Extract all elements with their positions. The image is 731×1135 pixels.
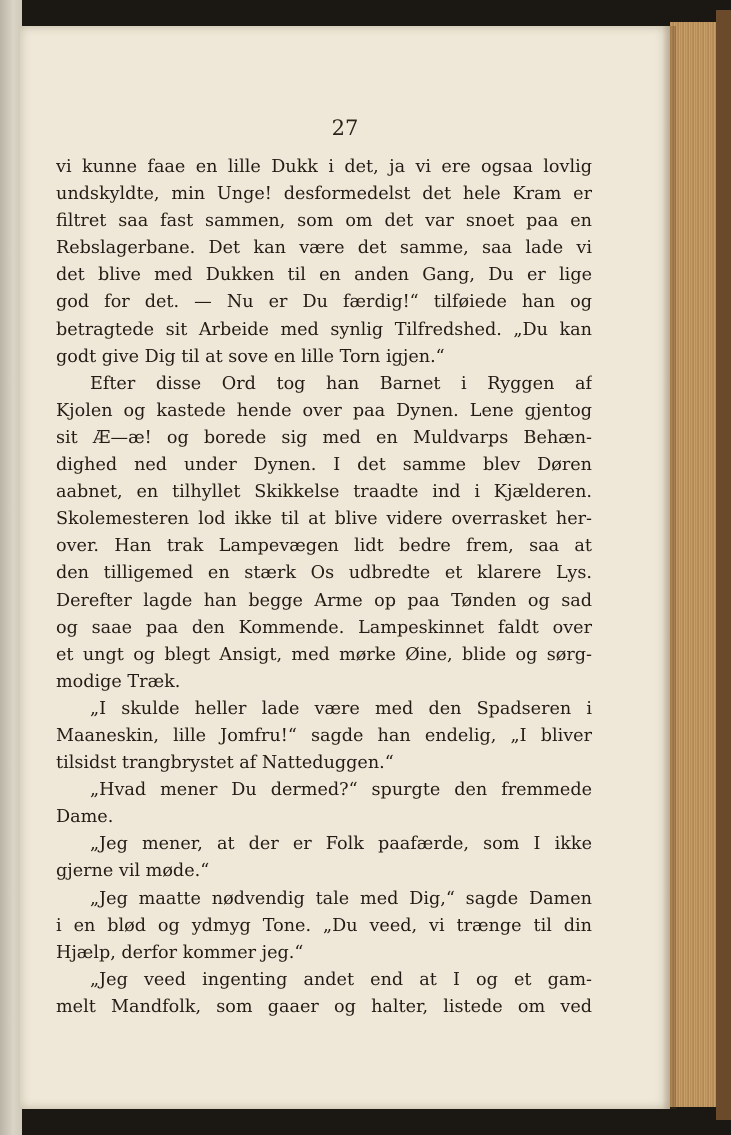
text-line: sit Æ—æ! og borede sig med en Muldvarps Behæn- bbox=[56, 427, 592, 448]
text-line: „Jeg mener, at der er Folk paafærde, som I ikke bbox=[90, 834, 592, 855]
book-binding bbox=[716, 10, 731, 1120]
body-text bbox=[56, 154, 592, 1021]
book-page bbox=[20, 26, 670, 1109]
text-line: betragtede sit Arbeide med synlig Tilfredshed. „Du kan bbox=[56, 319, 592, 340]
facing-page-edge bbox=[0, 0, 22, 1135]
text-line: den tilligemed en stærk Os udbredte et klarere Lys. bbox=[56, 563, 592, 584]
text-line: tilsidst trangbrystet af Natteduggen.“ bbox=[56, 753, 394, 774]
page-gutter-shadow bbox=[662, 26, 676, 1109]
text-line: undskyldte, min Unge! desformedelst det hele Kram er bbox=[56, 184, 592, 205]
text-line: et ungt og blegt Ansigt, med mørke Øine, blide og sørg- bbox=[56, 644, 592, 665]
text-line: melt Mandfolk, som gaaer og halter, listede om ved bbox=[56, 996, 592, 1017]
text-line: „Jeg veed ingenting andet end at I og et gam- bbox=[90, 969, 592, 990]
text-line: det blive med Dukken til en anden Gang, Du er lige bbox=[56, 265, 592, 286]
text-line: „I skulde heller lade være med den Spadseren i bbox=[90, 698, 592, 719]
text-line: god for det. — Nu er Du færdig!“ tilføiede han og bbox=[56, 292, 592, 313]
text-line: Efter disse Ord tog han Barnet i Ryggen af bbox=[90, 373, 592, 394]
text-line: „Hvad mener Du dermed?“ spurgte den fremmede bbox=[90, 780, 592, 801]
text-line: Dame. bbox=[56, 807, 114, 828]
text-line: Hjælp, derfor kommer jeg.“ bbox=[56, 942, 304, 963]
text-line: gjerne vil møde.“ bbox=[56, 861, 210, 882]
text-line: dighed ned under Dynen. I det samme blev Døren bbox=[56, 455, 592, 476]
text-line: godt give Dig til at sove en lille Torn igjen.“ bbox=[56, 346, 445, 367]
text-line: modige Træk. bbox=[56, 671, 181, 692]
text-line: Rebslagerbane. Det kan være det samme, saa lade vi bbox=[56, 238, 592, 259]
text-line: filtret saa fast sammen, som om det var snoet paa en bbox=[56, 211, 592, 232]
page-block-edge bbox=[670, 22, 716, 1107]
text-line: og saae paa den Kommende. Lampeskinnet faldt over bbox=[56, 617, 592, 638]
text-line: Skolemesteren lod ikke til at blive videre overrasket her- bbox=[56, 509, 592, 530]
page-number: 27 bbox=[331, 116, 359, 140]
text-line: vi kunne faae en lille Dukk i det, ja vi ere ogsaa lovlig bbox=[56, 157, 592, 177]
text-line: Derefter lagde han begge Arme op paa Tønden og sad bbox=[56, 590, 592, 611]
text-line: Maaneskin, lille Jomfru!“ sagde han endelig, „I bliver bbox=[56, 725, 592, 746]
text-line: „Jeg maatte nødvendig tale med Dig,“ sagde Damen bbox=[90, 888, 592, 909]
text-line: Kjolen og kastede hende over paa Dynen. Lene gjentog bbox=[56, 400, 592, 421]
text-line: i en blød og ydmyg Tone. „Du veed, vi trænge til din bbox=[56, 915, 592, 936]
text-line: over. Han trak Lampevægen lidt bedre frem, saa at bbox=[56, 536, 592, 557]
text-line: aabnet, en tilhyllet Skikkelse traadte ind i Kjælderen. bbox=[56, 482, 592, 503]
